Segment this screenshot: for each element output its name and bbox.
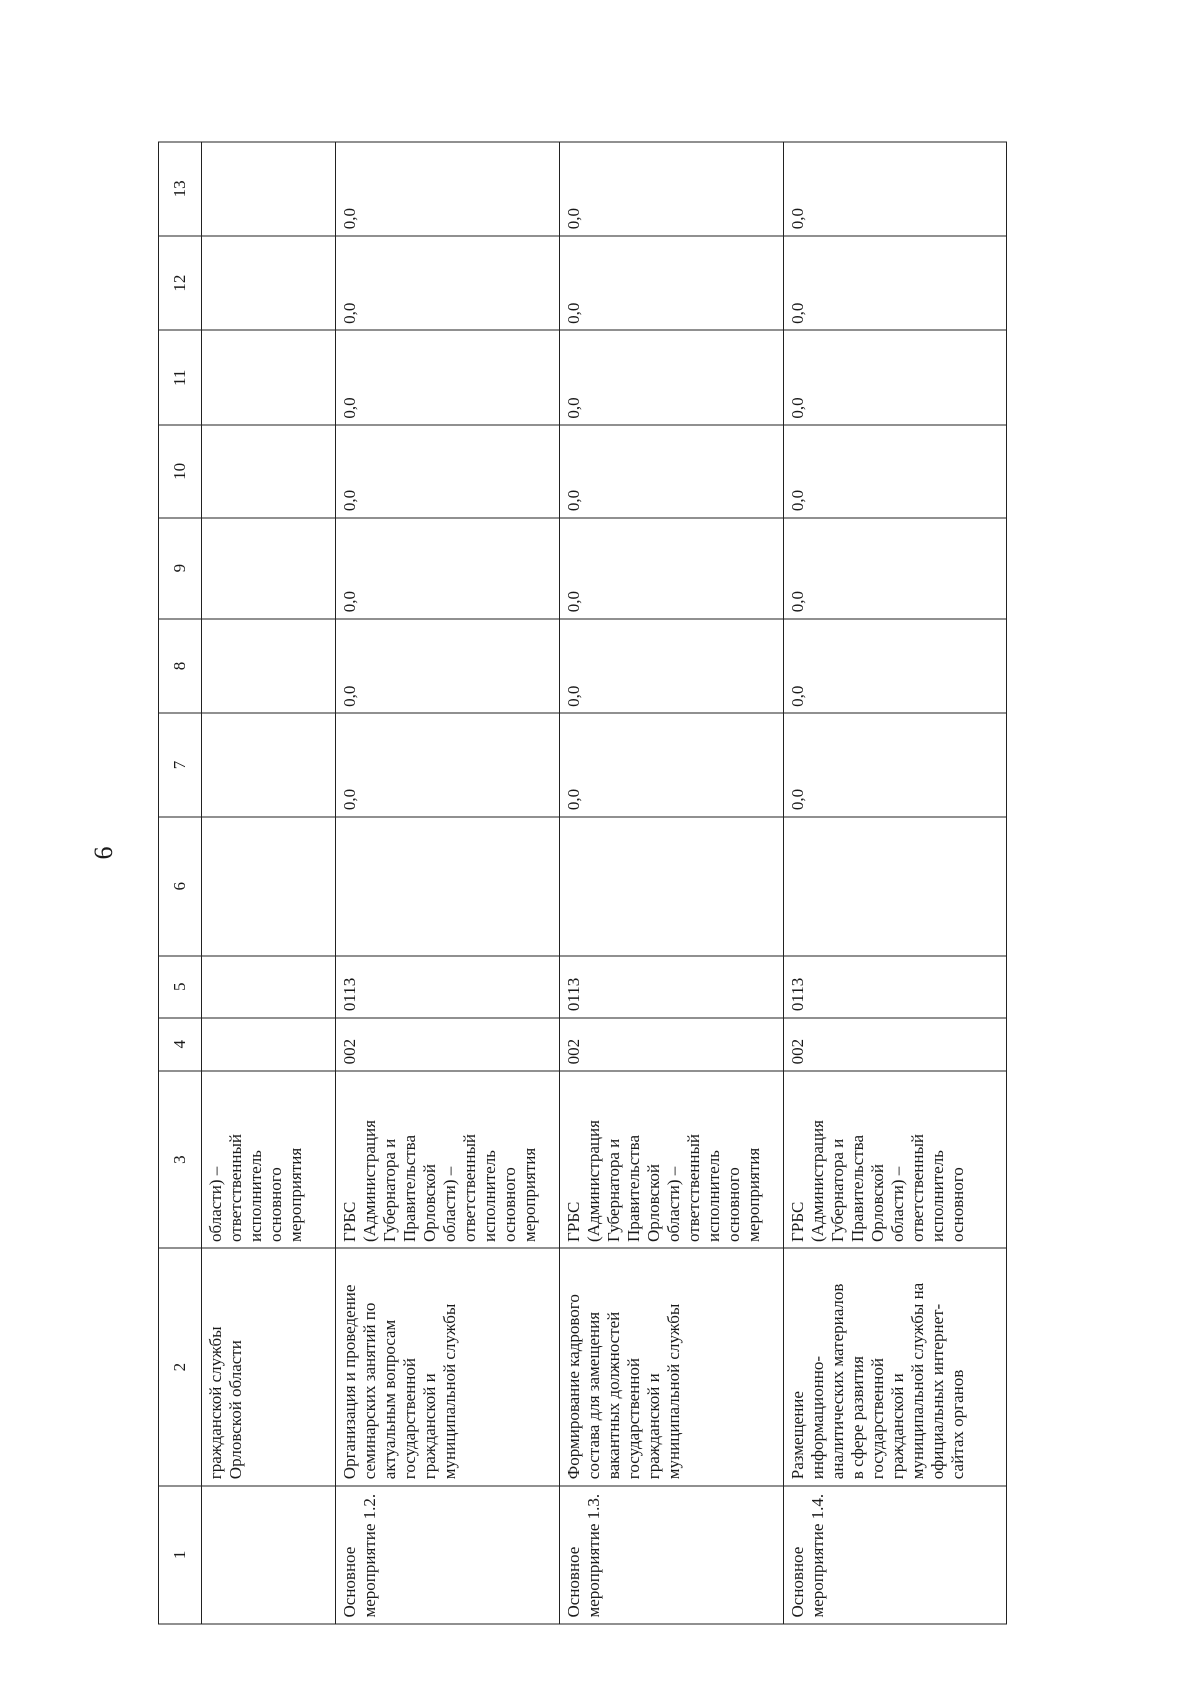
table-cell: ГРБС (Администрация Губернатора и Правительства Орловской области) – ответственный исполнитель основного мероприятия xyxy=(560,1070,784,1248)
table-cell xyxy=(202,618,336,713)
table-cell: 0,0 xyxy=(784,713,1007,816)
table-row xyxy=(784,142,1007,1624)
table-cell: 0,0 xyxy=(784,235,1007,330)
table-cell: 0113 xyxy=(784,955,1007,1017)
table-cell: 0,0 xyxy=(784,142,1007,236)
header-cell: 8 xyxy=(159,618,202,713)
table-cell: 002 xyxy=(560,1017,784,1070)
table-cell xyxy=(202,330,336,425)
header-cell: 1 xyxy=(159,1485,202,1623)
table-cell xyxy=(202,816,336,955)
table-cell: 0113 xyxy=(560,955,784,1017)
table-cell: Формирование кадрового состава для замещения вакантных должностей государственной гражданской и муниципальной службы xyxy=(560,1248,784,1485)
table-cell: 0,0 xyxy=(784,517,1007,618)
table-cell: Организация и проведение семинарских занятий по актуальным вопросам государственной гражданской и муниципальной службы xyxy=(336,1248,560,1485)
header-cell: 9 xyxy=(159,517,202,618)
table-cell: 0,0 xyxy=(560,618,784,713)
table-cell: Основное мероприятие 1.4. xyxy=(784,1485,1007,1623)
header-cell: 3 xyxy=(159,1070,202,1248)
header-cell: 10 xyxy=(159,425,202,518)
table-row xyxy=(336,142,560,1624)
table-cell xyxy=(784,816,1007,955)
table-cell xyxy=(202,517,336,618)
table-cell xyxy=(202,142,336,236)
table-cell: 0,0 xyxy=(560,713,784,816)
header-cell: 2 xyxy=(159,1248,202,1485)
table-cell: гражданской службы Орловской области xyxy=(202,1248,336,1485)
table-cell xyxy=(202,955,336,1017)
budget-table-rotated xyxy=(158,141,1006,1624)
table-cell: 0,0 xyxy=(560,517,784,618)
page-number: 6 xyxy=(89,846,118,860)
table-cell: 0,0 xyxy=(336,713,560,816)
header-cell: 4 xyxy=(159,1017,202,1070)
table-cell: Основное мероприятие 1.2. xyxy=(336,1485,560,1623)
table-cell: 002 xyxy=(784,1017,1007,1070)
header-cell: 11 xyxy=(159,330,202,425)
header-cell: 13 xyxy=(159,142,202,236)
table-cell: 0,0 xyxy=(560,330,784,425)
header-row xyxy=(159,142,202,1624)
table-cell: ГРБС (Администрация Губернатора и Правительства Орловской области) – ответственный исполнитель основного мероприятия xyxy=(336,1070,560,1248)
table-cell xyxy=(560,816,784,955)
table-cell: 0,0 xyxy=(784,425,1007,518)
table-cell xyxy=(202,235,336,330)
table-cell: 0,0 xyxy=(560,142,784,236)
budget-table xyxy=(158,141,1007,1624)
table-cell: 0,0 xyxy=(336,142,560,236)
table-cell: 0,0 xyxy=(336,425,560,518)
table-cell: 0,0 xyxy=(336,517,560,618)
table-cell xyxy=(336,816,560,955)
header-cell: 12 xyxy=(159,235,202,330)
table-cell xyxy=(202,1017,336,1070)
table-cell: 0,0 xyxy=(336,618,560,713)
table-cell: 0,0 xyxy=(784,330,1007,425)
table-cell: Основное мероприятие 1.3. xyxy=(560,1485,784,1623)
table-cell: Размещение информационно- аналитических материалов в сфере развития государственной гражданской и муниципальной службы на официальных интернет- сайтах органов xyxy=(784,1248,1007,1485)
table-cell: 0113 xyxy=(336,955,560,1017)
table-cell: 0,0 xyxy=(336,330,560,425)
table-cell: 0,0 xyxy=(560,235,784,330)
table-cell xyxy=(202,713,336,816)
table-cell: 0,0 xyxy=(784,618,1007,713)
table-row xyxy=(560,142,784,1624)
table-cell: 0,0 xyxy=(336,235,560,330)
table-cell xyxy=(202,425,336,518)
table-row xyxy=(202,142,336,1624)
table-cell: ГРБС (Администрация Губернатора и Правительства Орловской области) – ответственный исполнитель основного xyxy=(784,1070,1007,1248)
header-cell: 6 xyxy=(159,816,202,955)
table-cell: области) – ответственный исполнитель основного мероприятия xyxy=(202,1070,336,1248)
table-cell: 0,0 xyxy=(560,425,784,518)
table-cell: 002 xyxy=(336,1017,560,1070)
header-cell: 5 xyxy=(159,955,202,1017)
table-cell xyxy=(202,1485,336,1623)
header-cell: 7 xyxy=(159,713,202,816)
